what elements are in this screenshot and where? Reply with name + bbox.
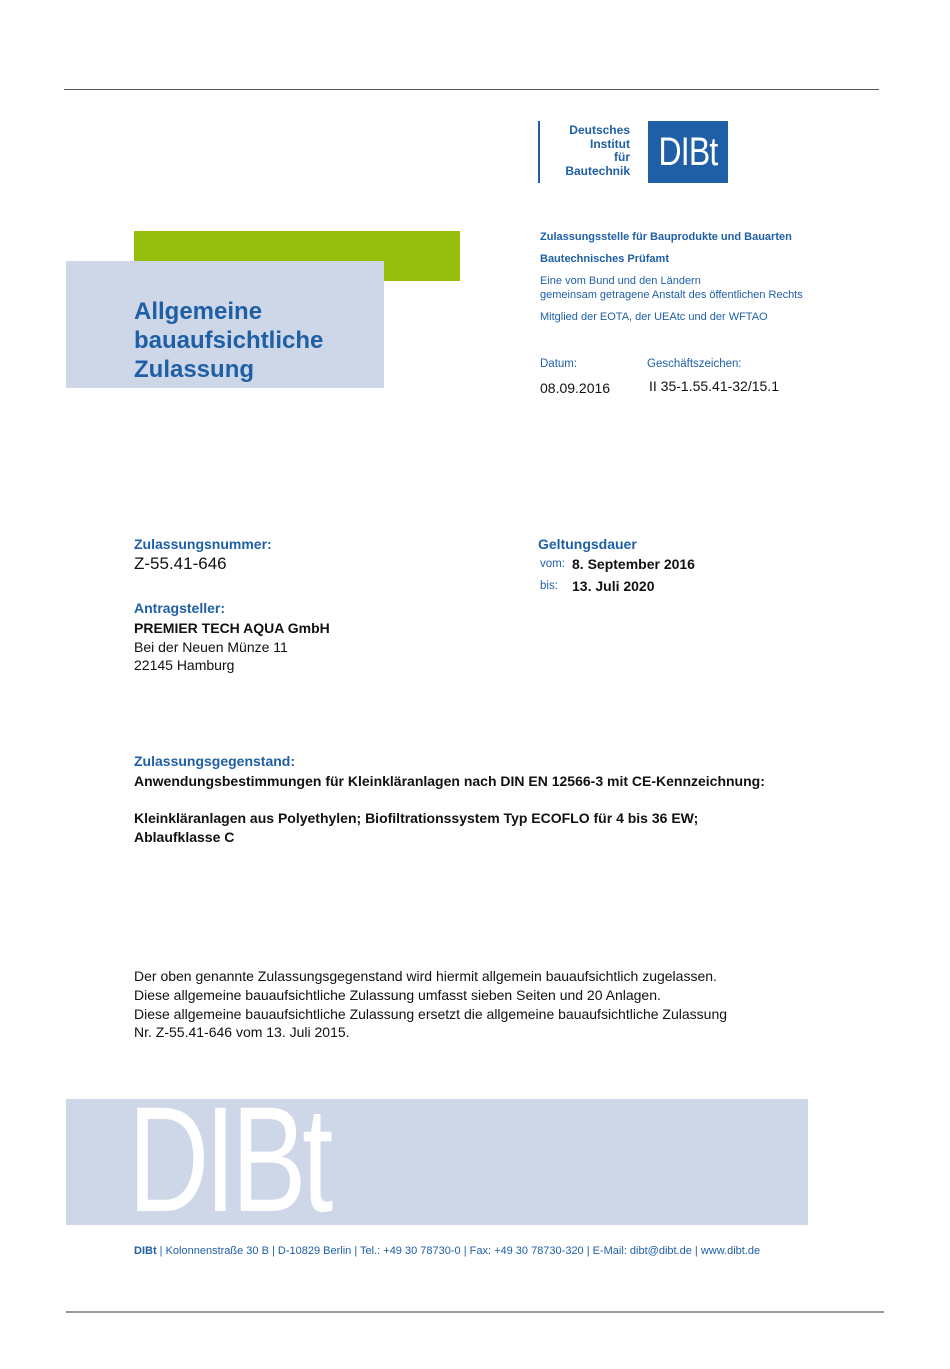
subject-line: Ablaufklasse C — [134, 829, 235, 845]
institute-line: Zulassungsstelle für Bauprodukte und Bauarten — [540, 231, 792, 243]
statement-line: Diese allgemeine bauaufsichtliche Zulassung ersetzt die allgemeine bauaufsichtliche Zulassung — [134, 1006, 728, 1022]
institute-line: gemeinsam getragene Anstalt des öffentlichen Rechts — [540, 289, 803, 301]
applicant-label: Antragsteller: — [134, 600, 226, 616]
footer-contact — [134, 1245, 760, 1257]
document-title — [134, 297, 323, 384]
watermark-band — [66, 1099, 808, 1225]
valid-to-label: bis: — [540, 580, 558, 592]
dibt-logo: DIBt — [648, 121, 728, 183]
subject-line: Anwendungsbestimmungen für Kleinkläranlagen nach DIN EN 12566-3 mit CE-Kennzeichnung: — [134, 773, 765, 789]
bottom-rule — [66, 1311, 884, 1313]
approval-number-label: Zulassungsnummer: — [134, 536, 272, 552]
title-line: bauaufsichtliche — [134, 327, 324, 354]
footer-brand: DIBt — [134, 1245, 157, 1257]
institute-line: Eine vom Bund und den Ländern — [540, 275, 701, 287]
logo-line: Deutsches — [569, 123, 630, 137]
reference-label: Geschäftszeichen: — [647, 358, 742, 370]
title-line: Zulassung — [134, 356, 255, 383]
statement-line: Diese allgemeine bauaufsichtliche Zulassung umfasst sieben Seiten und 20 Anlagen. — [134, 987, 661, 1003]
title-line: Allgemeine — [134, 298, 263, 325]
valid-from-value: 8. September 2016 — [572, 556, 695, 572]
statement-line: Nr. Z-55.41-646 vom 13. Juli 2015. — [134, 1024, 350, 1040]
validity-label: Geltungsdauer — [538, 536, 637, 552]
top-rule — [64, 89, 879, 90]
approval-number-value: Z-55.41-646 — [134, 554, 227, 573]
applicant-city: 22145 Hamburg — [134, 657, 235, 673]
date-value: 08.09.2016 — [540, 380, 611, 396]
subject-label: Zulassungsgegenstand: — [134, 753, 296, 769]
applicant-name: PREMIER TECH AQUA GmbH — [134, 620, 330, 636]
institute-line: Bautechnisches Prüfamt — [540, 253, 669, 265]
logo-line: Institut — [590, 136, 630, 151]
subject-line: Kleinkläranlagen aus Polyethylen; Biofiltrationssystem Typ ECOFLO für 4 bis 36 EW; — [134, 810, 699, 826]
statement-line: Der oben genannte Zulassungsgegenstand wird hiermit allgemein bauaufsichtlich zugelassen. — [134, 968, 717, 984]
date-label: Datum: — [540, 358, 578, 370]
institute-line: Mitglied der EOTA, der UEAtc und der WFTAO — [540, 311, 768, 323]
reference-value: II 35-1.55.41-32/15.1 — [649, 378, 779, 394]
logo-line: Bautechnik — [565, 163, 630, 178]
dibt-watermark: DIBt — [128, 1099, 329, 1225]
valid-from-label: vom: — [540, 558, 565, 570]
footer-details: | Kolonnenstraße 30 B | D-10829 Berlin | Tel.: +49 30 78730-0 | Fax: +49 30 78730-320 | E-Mail: dibt@dibt.de | www.dibt.de — [156, 1245, 761, 1257]
logo-line: für — [614, 150, 630, 164]
valid-to-value: 13. Juli 2020 — [572, 578, 655, 594]
applicant-street: Bei der Neuen Münze 11 — [134, 639, 288, 655]
logo-institute-name — [540, 124, 630, 178]
